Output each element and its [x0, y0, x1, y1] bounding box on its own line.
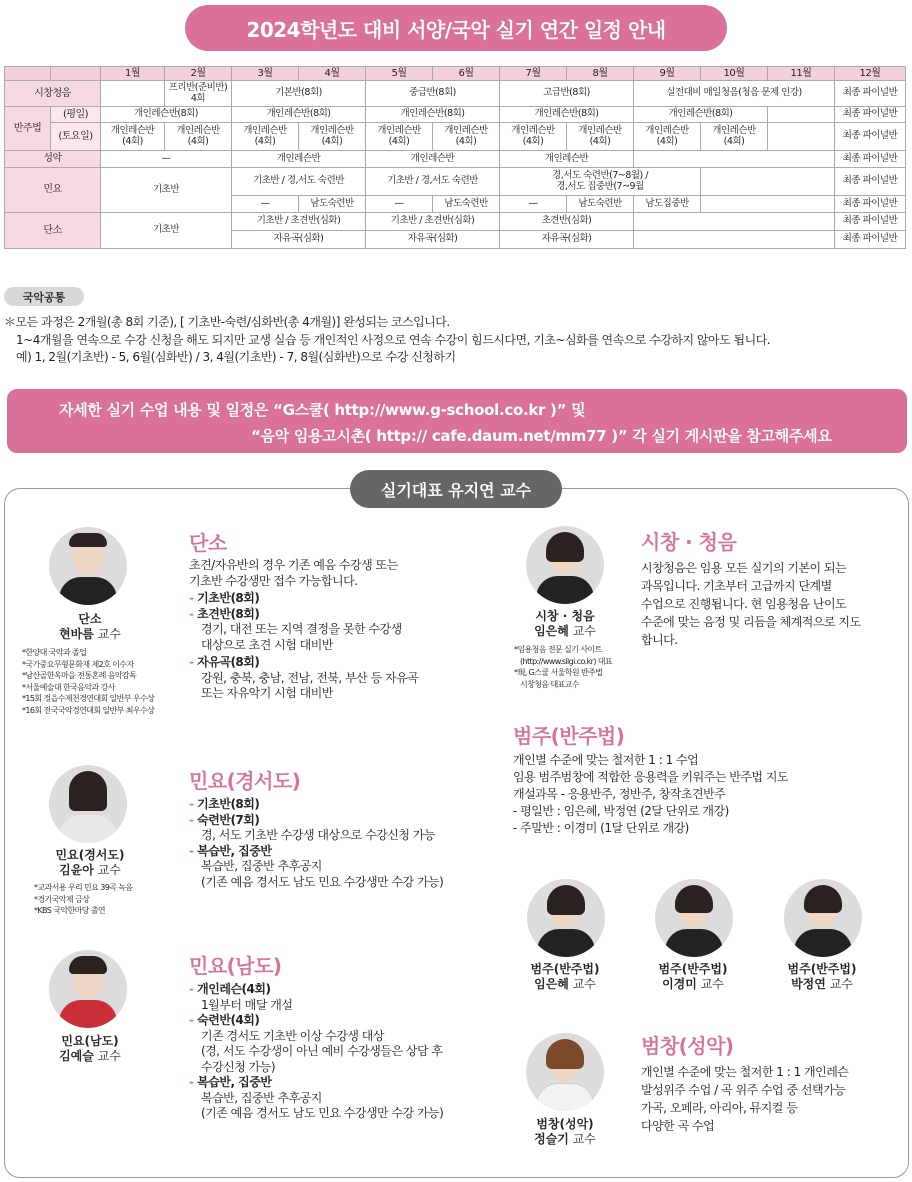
credential: *남산골한옥마을 전통혼례 음악감독	[22, 671, 137, 680]
text-line: 수업으로 진행됩니다. 현 임용청음 난이도	[641, 597, 847, 611]
professor-name-text: 임은혜	[534, 624, 569, 638]
professor-role: 단소	[78, 612, 102, 626]
text-line: - 주말반 : 이경미 (1달 단위로 개강)	[513, 821, 689, 835]
text-line: 임용 범주범창에 적합한 응용력을 키워주는 반주법 지도	[513, 770, 789, 784]
professor-credentials	[514, 644, 612, 690]
text-line: 복습반, 집중반 추후공지	[201, 859, 322, 873]
month-header: 4월	[299, 67, 366, 81]
table-cell: 최종 파이널반	[835, 123, 906, 151]
professor-name-text: 김윤아	[59, 863, 94, 877]
schedule-table	[4, 66, 906, 249]
credential: *임용청음 전문 실기 사이트	[514, 645, 602, 654]
table-cell: 개인레슨반 (4회)	[165, 123, 232, 151]
professor-name	[763, 962, 881, 992]
section-heading: 시창 · 청음	[641, 530, 737, 554]
text-line: 기존 경서도 기초반 이상 수강생 대상	[201, 1028, 384, 1043]
table-cell: 최종 파이널반	[835, 213, 906, 231]
month-header: 10월	[701, 67, 768, 81]
table-cell: 기초반	[101, 213, 232, 249]
item-title: 복습반, 집중반	[197, 1075, 272, 1089]
text-line: - 평일반 : 임은혜, 박정연 (2달 단위로 개강)	[513, 804, 729, 818]
text-line: 다양한 곡 수업	[641, 1119, 715, 1133]
professor-role: 범주(반주법)	[787, 962, 857, 976]
row-sublabel: (토요일)	[51, 123, 101, 151]
table-row	[5, 151, 906, 168]
table-cell: 개인레슨반 (4회)	[500, 123, 567, 151]
table-cell: 기초반 / 초견반(심화)	[232, 213, 366, 231]
avatar	[49, 527, 127, 605]
avatar	[49, 765, 127, 843]
table-header-row	[5, 67, 906, 81]
professor-name	[634, 962, 752, 992]
text-line: 수강신청 가능)	[201, 1059, 276, 1074]
note-line: ＊모든 과정은 2개월(총 8회 기준), [ 기초반-숙련/심화반(총 4개월)] 완성되는 코스입니다.	[4, 315, 450, 329]
table-cell: 개인레슨반	[500, 151, 634, 168]
table-cell: 기본반(8회)	[232, 81, 366, 107]
professor-title: 교수	[97, 1049, 121, 1063]
professor-role: 범주(반주법)	[530, 962, 600, 976]
section-body	[641, 559, 861, 649]
table-cell	[701, 168, 835, 196]
table-cell: 개인레슨반(8회)	[634, 107, 768, 123]
table-cell: 자유곡(심화)	[232, 231, 366, 249]
credential: *서울예술대 한국음악과 강사	[22, 682, 115, 692]
text-line: 합니다.	[641, 633, 678, 647]
table-cell: 실전대비 매일청음(청음 문제 인강)	[634, 81, 835, 107]
table-cell: 남도집중반	[634, 196, 701, 213]
text-line: 경기, 대전 또는 지역 결정을 못한 수강생	[201, 622, 402, 636]
table-cell	[634, 231, 835, 249]
table-cell: —	[101, 151, 232, 168]
table-cell: 남도숙련반	[433, 196, 500, 213]
note-line: 예) 1, 2월(기초반) - 5, 6월(심화반) / 3, 4월(기초반) - 7, 8월(심화반)으로 수강 신청하기	[16, 350, 456, 364]
avatar	[527, 879, 605, 957]
table-cell: 개인레슨반 (4회)	[101, 123, 165, 151]
text-line: 가곡, 오페라, 아리아, 뮤지컬 등	[641, 1101, 798, 1115]
table-cell: 개인레슨반(8회)	[232, 107, 366, 123]
table-cell: 개인레슨반 (4회)	[299, 123, 366, 151]
table-row	[5, 81, 906, 107]
table-cell: 자유곡(심화)	[366, 231, 500, 249]
row-sublabel: (평일)	[51, 107, 101, 123]
professor-credentials	[34, 882, 133, 917]
professor-title: 교수	[97, 627, 121, 641]
professor-name-text: 김예슬	[59, 1049, 94, 1063]
professor-title: 교수	[97, 863, 121, 877]
table-cell: 최종 파이널반	[835, 107, 906, 123]
table-row	[5, 213, 906, 231]
note-line: 1~4개월을 연속으로 수강 신청을 해도 되지만 교생 실습 등 개인적인 사정으로 연속 수강이 힘드시다면, 기초~심화를 연속으로 수강하지 않아도 됩니다.	[16, 332, 771, 347]
credential: *교과서용 우리 민요 39곡 녹음	[34, 883, 133, 892]
professor-title: 교수	[572, 1132, 596, 1146]
professor-name-text: 정슬기	[534, 1132, 569, 1146]
table-cell: 프리반(준비반) 4회	[165, 81, 232, 107]
table-cell	[634, 151, 835, 168]
table-cell: 남도숙련반	[567, 196, 634, 213]
table-cell	[768, 123, 835, 151]
row-label: 단소	[5, 213, 101, 249]
table-cell: 기초반	[101, 168, 232, 213]
text-line: 초견/자유반의 경우 기존 예음 수강생 또는	[189, 558, 398, 572]
table-cell: 개인레슨반 (4회)	[366, 123, 433, 151]
professor-name	[30, 848, 150, 878]
month-header: 9월	[634, 67, 701, 81]
professor-name	[506, 962, 624, 992]
month-header: 2월	[165, 67, 232, 81]
item-title: 자유곡(8회)	[197, 655, 260, 669]
section-body: 초견/자유반의 경우 기존 예음 수강생 또는 기초반 수강생만 접수 가능합니다. - 기초반(8회) - 초견반(8회) 경기, 대전 또는 지역 결정을 못한 수강생 대상으로 초견 시험 대비반 - 자유곡(8회) 강원, 충북, 충남, 전남, 전북, 부산 등 자유곡 또는 자유악기 시험 대비반	[189, 558, 419, 700]
table-cell: 기초반 / 초견반(심화)	[366, 213, 500, 231]
table-cell: 개인레슨반 (4회)	[567, 123, 634, 151]
item-title: 초견반(8회)	[197, 606, 260, 621]
text-line: (기존 예음 경서도 남도 민요 수강생만 수강 가능)	[201, 1106, 444, 1120]
avatar	[655, 879, 733, 957]
table-cell: 개인레슨반(8회)	[366, 107, 500, 123]
table-cell: 기초반 / 경,서도 숙련반	[232, 168, 366, 196]
professor-role: 범주(반주법)	[658, 962, 728, 976]
avatar	[49, 950, 127, 1028]
table-cell: 개인레슨반 (4회)	[634, 123, 701, 151]
table-cell: —	[232, 196, 299, 213]
table-cell: 남도숙련반	[299, 196, 366, 213]
professor-name	[506, 609, 624, 639]
row-label: 시창청음	[5, 81, 101, 107]
text-line: 1월부터 매달 개설	[201, 997, 293, 1012]
page-title: 2024학년도 대비 서양/국악 실기 연간 일정 안내	[185, 5, 727, 51]
table-row	[5, 123, 906, 151]
table-header-cell	[5, 67, 51, 81]
professor-title: 교수	[829, 977, 853, 991]
month-header: 8월	[567, 67, 634, 81]
table-cell: 경,서도 숙련반(7~8월) / 경,서도 집중반(7~9월	[500, 168, 701, 196]
text-line: (경, 서도 수강생이 아닌 예비 수강생들은 상담 후	[201, 1044, 443, 1058]
credential: *한양대 국악과 졸업	[22, 648, 87, 657]
avatar	[784, 879, 862, 957]
professor-role: 범창(성악)	[536, 1117, 594, 1131]
professor-name-text: 이경미	[662, 977, 697, 991]
section-heading: 민요(경서도)	[189, 769, 301, 793]
row-label: 성악	[5, 151, 101, 168]
text-line: 개인별 수준에 맞는 철저한 1 : 1 수업	[513, 753, 699, 767]
section-body	[641, 1063, 848, 1135]
table-cell: 고급반(8회)	[500, 81, 634, 107]
text-line: 대상으로 초견 시험 대비반	[201, 637, 333, 652]
section-body: - 기초반(8회) - 숙련반(7회) 경, 서도 기초반 수강생 대상으로 수강신청 가능 - 복습반, 집중반 복습반, 집중반 추후공지 (기존 예음 경서도 남도 민요 수강생만 수강 가능)	[189, 797, 444, 889]
month-header: 1월	[101, 67, 165, 81]
section-heading: 단소	[189, 531, 227, 555]
section-body: - 개인레슨(4회) 1월부터 매달 개설 - 숙련반(4회) 기존 경서도 기초반 이상 수강생 대상 (경, 서도 수강생이 아닌 예비 수강생들은 상담 후 수강신청 가능) - 복습반, 집중반 복습반, 집중반 추후공지 (기존 예음 경서도 남도 민요 수강생만 수강 가능)	[189, 982, 444, 1120]
section-heading: 범창(성악)	[641, 1034, 734, 1058]
table-cell: 최종 파이널반	[835, 231, 906, 249]
table-cell: 개인레슨반	[366, 151, 500, 168]
item-title: 숙련반(7회)	[197, 812, 260, 827]
table-cell: 초견반(심화)	[500, 213, 634, 231]
professor-name-text: 박정연	[791, 977, 826, 991]
professor-title: 교수	[572, 624, 596, 638]
professor-title: 교수	[700, 977, 724, 991]
table-cell: 개인레슨반 (4회)	[433, 123, 500, 151]
table-cell: 개인레슨반(8회)	[101, 107, 232, 123]
professor-role: 시창 · 청음	[535, 609, 595, 623]
text-line: 개인별 수준에 맞는 철저한 1 : 1 개인레슨	[641, 1065, 849, 1079]
item-title: 숙련반(4회)	[197, 1013, 260, 1027]
credential: *現, G스쿨 서울학원 반주법	[514, 668, 603, 677]
table-cell: 개인레슨반 (4회)	[701, 123, 768, 151]
text-line: 수준에 맞는 음정 및 리듬을 체계적으로 지도	[641, 615, 861, 629]
common-tag: 국악공통	[4, 287, 84, 306]
credential: *16회 전국국악경연대회 일반부 최우수상	[22, 705, 155, 715]
text-line: 과목입니다. 기초부터 고급까지 단계별	[641, 579, 832, 593]
table-row	[5, 107, 906, 123]
table-header-cell	[51, 67, 101, 81]
table-cell: 개인레슨반	[232, 151, 366, 168]
item-title: 복습반, 집중반	[197, 843, 272, 858]
common-notes	[4, 314, 904, 367]
professor-name	[30, 612, 150, 642]
avatar	[526, 526, 604, 604]
item-title: 개인레슨(4회)	[197, 982, 271, 996]
table-cell	[101, 81, 165, 107]
credential: (http://www.silgi.co.kr) 대표	[520, 656, 613, 666]
professor-role: 민요(경서도)	[55, 848, 125, 862]
table-row	[5, 168, 906, 196]
section-heading: 민요(남도)	[189, 954, 282, 978]
table-cell: —	[500, 196, 567, 213]
table-cell: 개인레슨반 (4회)	[232, 123, 299, 151]
text-line: (기존 예음 경서도 남도 민요 수강생만 수강 가능)	[201, 874, 444, 889]
professor-credentials	[22, 647, 154, 716]
professor-name	[506, 1117, 624, 1147]
table-cell	[701, 196, 835, 213]
table-cell: 최종 파이널반	[835, 81, 906, 107]
text-line: 또는 자유악기 시험 대비반	[201, 686, 333, 700]
table-cell: 기초반 / 경,서도 숙련반	[366, 168, 500, 196]
month-header: 5월	[366, 67, 433, 81]
professor-name-text: 임은혜	[534, 977, 569, 991]
text-line: 기초반 수강생만 접수 가능합니다.	[189, 573, 358, 588]
section-heading: 범주(반주법)	[513, 724, 625, 748]
table-cell: 중급반(8회)	[366, 81, 500, 107]
text-line: 강원, 충북, 충남, 전남, 전북, 부산 등 자유곡	[201, 670, 419, 685]
table-cell: 자유곡(심화)	[500, 231, 634, 249]
table-cell: 최종 파이널반	[835, 151, 906, 168]
professor-name	[30, 1034, 150, 1064]
month-header: 11월	[768, 67, 835, 81]
reference-line: 자세한 실기 수업 내용 및 일정은 “G스쿨( http://www.g-school.co.kr )” 및	[59, 401, 586, 419]
professor-name-text: 현바름	[59, 627, 94, 641]
credential: *국가중요무형문화재 제2호 이수자	[22, 659, 134, 669]
month-header: 7월	[500, 67, 567, 81]
table-cell	[634, 213, 835, 231]
text-line: 복습반, 집중반 추후공지	[201, 1090, 322, 1105]
avatar	[526, 1033, 604, 1111]
reference-line: “음악 임용고시촌( http:// cafe.daum.net/mm77 )” 각 실기 게시판을 참고해주세요	[251, 427, 832, 445]
credential: 시창청음 대표교수	[520, 679, 579, 689]
panel-title: 실기대표 유지연 교수	[350, 470, 562, 508]
table-cell: —	[366, 196, 433, 213]
item-title: 기초반(8회)	[197, 591, 260, 605]
row-label: 민요	[5, 168, 101, 213]
credential: *15회 정읍수제천경연대회 일반부 우수상	[22, 694, 155, 703]
table-cell: 최종 파이널반	[835, 168, 906, 196]
text-line: 발성위주 수업 / 곡 위주 수업 중 선택가능	[641, 1083, 846, 1097]
table-cell: 최종 파이널반	[835, 196, 906, 213]
text-line: 경, 서도 기초반 수강생 대상으로 수강신청 가능	[201, 828, 435, 842]
item-title: 기초반(8회)	[197, 797, 260, 811]
credential: *KBS 국악한마당 출연	[34, 906, 106, 915]
reference-banner	[7, 389, 907, 453]
table-cell	[768, 107, 835, 123]
professor-role: 민요(남도)	[61, 1034, 119, 1048]
table-cell: 개인레슨반(8회)	[500, 107, 634, 123]
month-header: 3월	[232, 67, 299, 81]
section-body	[513, 752, 788, 837]
professor-title: 교수	[572, 977, 596, 991]
month-header: 6월	[433, 67, 500, 81]
month-header: 12월	[835, 67, 906, 81]
row-label: 반주법	[5, 107, 51, 151]
credential: *경기국악제 금상	[34, 894, 90, 904]
text-line: 개설과목 - 응용반주, 정반주, 창작초견반주	[513, 787, 726, 801]
text-line: 시창청음은 임용 모든 실기의 기본이 되는	[641, 561, 847, 575]
